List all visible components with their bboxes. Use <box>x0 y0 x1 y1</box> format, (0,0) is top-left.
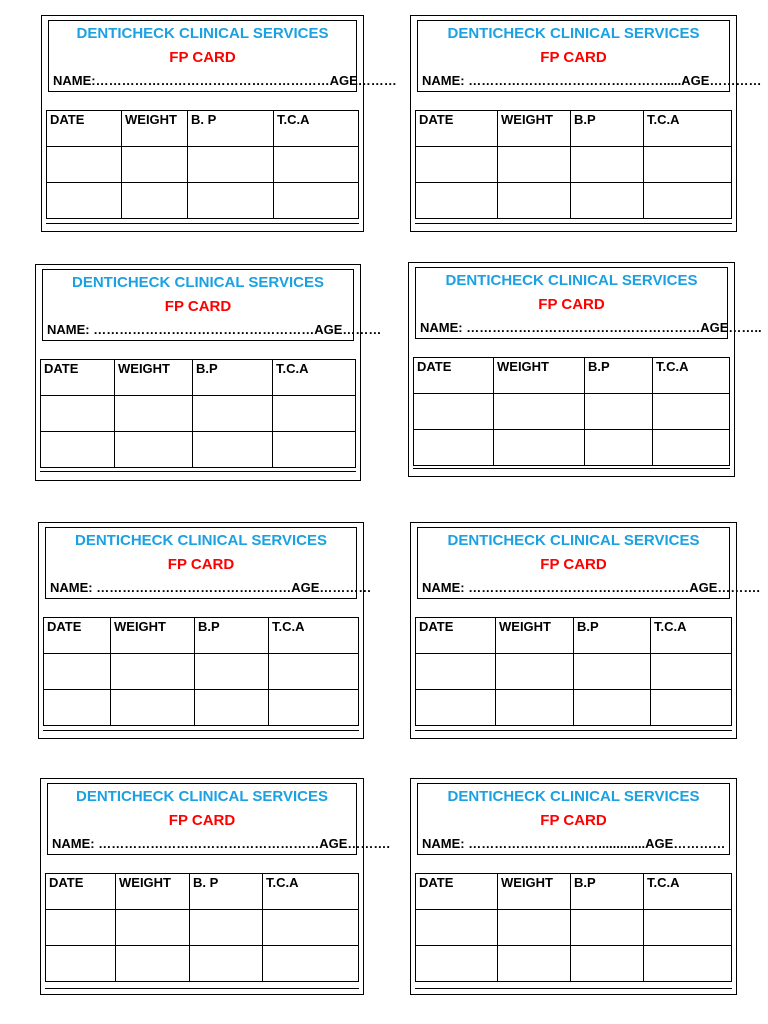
bottom-rule <box>43 730 359 731</box>
cell[interactable] <box>269 690 359 726</box>
cell[interactable] <box>414 394 494 430</box>
cell[interactable] <box>263 910 359 946</box>
clinic-name: DENTICHECK CLINICAL SERVICES <box>72 274 324 291</box>
cell[interactable] <box>414 430 494 466</box>
cell[interactable] <box>494 394 585 430</box>
cell[interactable] <box>653 430 730 466</box>
cell[interactable] <box>44 654 111 690</box>
bottom-rule <box>46 223 359 224</box>
table-row <box>46 910 359 946</box>
cell[interactable] <box>644 183 732 219</box>
cell[interactable] <box>644 147 732 183</box>
table-row <box>416 910 732 946</box>
cell[interactable] <box>44 690 111 726</box>
card-header <box>47 783 390 855</box>
cell[interactable] <box>116 910 190 946</box>
cell[interactable] <box>269 654 359 690</box>
card-header <box>417 20 762 92</box>
card-title: FP CARD <box>167 556 235 573</box>
cell[interactable] <box>585 394 653 430</box>
name-age-line: NAME:………………………………………………AGE……… <box>53 73 397 88</box>
table-row <box>46 946 359 982</box>
cell[interactable] <box>496 690 574 726</box>
cell[interactable] <box>644 910 732 946</box>
header-bp: B. P <box>190 874 263 910</box>
cell[interactable] <box>571 147 644 183</box>
header-date: DATE <box>416 874 498 910</box>
cell[interactable] <box>122 147 188 183</box>
bottom-rule <box>413 468 730 469</box>
header-date: DATE <box>414 358 494 394</box>
cell[interactable] <box>585 430 653 466</box>
bottom-rule <box>415 988 732 989</box>
cell[interactable] <box>122 183 188 219</box>
cell[interactable] <box>190 910 263 946</box>
cell[interactable] <box>416 183 498 219</box>
cell[interactable] <box>416 910 498 946</box>
cell[interactable] <box>498 946 571 982</box>
table-row <box>44 654 359 690</box>
cell[interactable] <box>494 430 585 466</box>
cell[interactable] <box>498 910 571 946</box>
cell[interactable] <box>195 690 269 726</box>
table-row <box>414 394 730 430</box>
cell[interactable] <box>111 654 195 690</box>
record-table <box>415 110 732 219</box>
card-header <box>415 267 762 339</box>
table-row <box>416 946 732 982</box>
record-table <box>43 617 359 726</box>
header-bp: B.P <box>571 111 644 147</box>
table-header-row <box>47 111 359 147</box>
cell[interactable] <box>188 147 274 183</box>
header-date: DATE <box>46 874 116 910</box>
cell[interactable] <box>416 690 496 726</box>
header-tca: T.C.A <box>653 358 730 394</box>
header-weight: WEIGHT <box>498 874 571 910</box>
bottom-rule <box>40 471 356 472</box>
table-header-row <box>414 358 730 394</box>
cell[interactable] <box>644 946 732 982</box>
cell[interactable] <box>574 690 651 726</box>
table-row <box>416 147 732 183</box>
header-weight: WEIGHT <box>116 874 190 910</box>
cell[interactable] <box>46 946 116 982</box>
cell[interactable] <box>188 183 274 219</box>
record-table <box>413 357 730 466</box>
header-tca: T.C.A <box>273 360 356 396</box>
clinic-name: DENTICHECK CLINICAL SERVICES <box>447 788 700 805</box>
name-age-line: NAME: ……………………………………………AGE……… <box>47 322 382 337</box>
name-age-line: NAME: ……………………………………………AGE………. <box>422 580 760 595</box>
table-row <box>47 147 359 183</box>
cell[interactable] <box>273 396 356 432</box>
fp-card-1 <box>41 15 397 232</box>
header-date: DATE <box>47 111 122 147</box>
clinic-name: DENTICHECK CLINICAL SERVICES <box>447 532 700 549</box>
card-header <box>48 20 397 92</box>
table-header-row <box>44 618 359 654</box>
fp-card-8 <box>410 778 737 995</box>
card-title: FP CARD <box>540 556 607 573</box>
cell[interactable] <box>653 394 730 430</box>
table-row <box>41 396 356 432</box>
bottom-rule <box>415 730 732 731</box>
cell[interactable] <box>651 690 732 726</box>
fp-card-6 <box>410 522 760 739</box>
name-age-line: NAME: ………………………………………………AGE…….. <box>420 320 762 335</box>
card-header <box>42 269 382 341</box>
cell[interactable] <box>193 432 273 468</box>
fp-card-4 <box>408 262 762 477</box>
header-weight: WEIGHT <box>496 618 574 654</box>
cell[interactable] <box>116 946 190 982</box>
header-bp: B.P <box>574 618 651 654</box>
header-tca: T.C.A <box>644 874 732 910</box>
clinic-name: DENTICHECK CLINICAL SERVICES <box>76 788 328 805</box>
clinic-name: DENTICHECK CLINICAL SERVICES <box>75 532 327 549</box>
cell[interactable] <box>498 147 571 183</box>
record-table <box>46 110 359 219</box>
cell[interactable] <box>496 654 574 690</box>
table-row <box>47 183 359 219</box>
cell[interactable] <box>193 396 273 432</box>
cell[interactable] <box>416 147 498 183</box>
header-bp: B.P <box>193 360 273 396</box>
cell[interactable] <box>41 432 115 468</box>
fp-card-3 <box>35 264 382 481</box>
table-header-row <box>416 618 732 654</box>
table-header-row <box>41 360 356 396</box>
name-age-line: NAME: ………………………….............AGE………… <box>422 836 726 851</box>
header-bp: B.P <box>195 618 269 654</box>
record-table <box>415 617 732 726</box>
header-bp: B.P <box>585 358 653 394</box>
name-age-line: NAME: ………………………………………AGE………… <box>50 580 372 595</box>
clinic-name: DENTICHECK CLINICAL SERVICES <box>445 272 698 289</box>
bottom-rule <box>45 988 359 989</box>
card-title: FP CARD <box>168 812 236 829</box>
card-title: FP CARD <box>538 296 605 313</box>
card-title: FP CARD <box>540 812 607 829</box>
name-age-line: NAME: ……………………………………………AGE………. <box>52 836 390 851</box>
table-row <box>416 654 732 690</box>
bottom-rule <box>415 223 732 224</box>
cell[interactable] <box>274 183 359 219</box>
cell[interactable] <box>111 690 195 726</box>
header-date: DATE <box>41 360 115 396</box>
table-row <box>41 432 356 468</box>
header-tca: T.C.A <box>263 874 359 910</box>
fp-card-7 <box>40 778 390 995</box>
table-row <box>414 430 730 466</box>
table-header-row <box>46 874 359 910</box>
record-table <box>415 873 732 982</box>
cell[interactable] <box>41 396 115 432</box>
header-tca: T.C.A <box>651 618 732 654</box>
cell[interactable] <box>273 432 356 468</box>
header-weight: WEIGHT <box>494 358 585 394</box>
header-weight: WEIGHT <box>115 360 193 396</box>
cell[interactable] <box>195 654 269 690</box>
table-row <box>44 690 359 726</box>
card-header <box>45 527 372 599</box>
cell[interactable] <box>651 654 732 690</box>
card-title: FP CARD <box>540 49 607 66</box>
cell[interactable] <box>571 183 644 219</box>
fp-card-5 <box>38 522 372 739</box>
header-date: DATE <box>44 618 111 654</box>
fp-card-2 <box>410 15 762 232</box>
table-header-row <box>416 111 732 147</box>
card-header <box>417 783 730 855</box>
cell[interactable] <box>263 946 359 982</box>
card-header <box>417 527 760 599</box>
table-header-row <box>416 874 732 910</box>
clinic-name: DENTICHECK CLINICAL SERVICES <box>76 25 329 42</box>
cell[interactable] <box>574 654 651 690</box>
cell[interactable] <box>498 183 571 219</box>
record-table <box>45 873 359 982</box>
cell[interactable] <box>571 946 644 982</box>
header-date: DATE <box>416 618 496 654</box>
cell[interactable] <box>47 183 122 219</box>
header-weight: WEIGHT <box>111 618 195 654</box>
header-bp: B. P <box>188 111 274 147</box>
cell[interactable] <box>190 946 263 982</box>
header-tca: T.C.A <box>644 111 732 147</box>
header-tca: T.C.A <box>269 618 359 654</box>
header-bp: B.P <box>571 874 644 910</box>
clinic-name: DENTICHECK CLINICAL SERVICES <box>447 25 700 42</box>
cell[interactable] <box>47 147 122 183</box>
table-row <box>416 183 732 219</box>
cell[interactable] <box>571 910 644 946</box>
cell[interactable] <box>274 147 359 183</box>
table-row <box>416 690 732 726</box>
cell[interactable] <box>416 946 498 982</box>
cell[interactable] <box>46 910 116 946</box>
header-tca: T.C.A <box>274 111 359 147</box>
header-weight: WEIGHT <box>122 111 188 147</box>
record-table <box>40 359 356 468</box>
cell[interactable] <box>416 654 496 690</box>
card-title: FP CARD <box>169 49 236 66</box>
name-age-line: NAME: ……………………………………….....AGE………… <box>422 73 762 88</box>
header-date: DATE <box>416 111 498 147</box>
cell[interactable] <box>115 396 193 432</box>
header-weight: WEIGHT <box>498 111 571 147</box>
card-title: FP CARD <box>164 298 232 315</box>
cell[interactable] <box>115 432 193 468</box>
